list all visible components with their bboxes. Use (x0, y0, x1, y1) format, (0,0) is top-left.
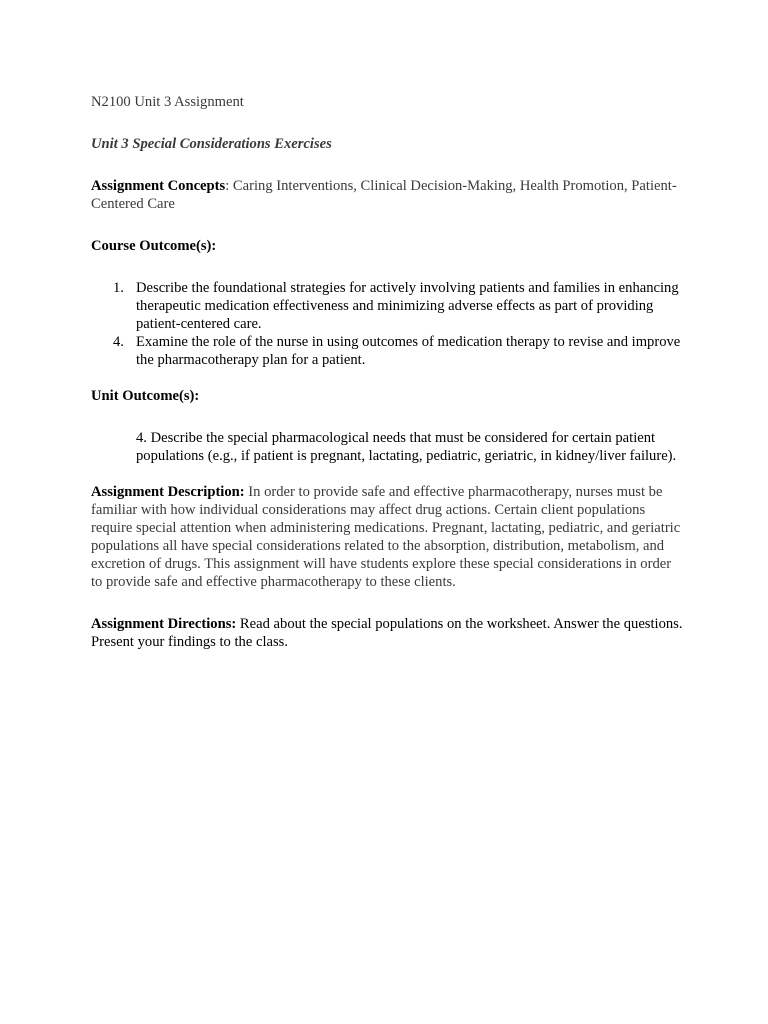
unit-outcomes-heading: Unit Outcome(s): (91, 388, 200, 404)
unit-outcome-item: 4. Describe the special pharmacological needs that must be considered for certain patient populations (e.g., if patient is pregnant, lactating, pediatric, geriatric, in kidney/liver failure). (136, 430, 677, 464)
assignment-directions (91, 615, 683, 651)
document-subtitle: Unit 3 Special Considerations Exercises (91, 136, 332, 152)
document-page (91, 93, 683, 675)
assignment-description-label: Assignment Description: (91, 484, 245, 500)
document-header: N2100 Unit 3 Assignment (91, 94, 244, 110)
assignment-concepts-text: : Caring Interventions, Clinical Decision-Making, Health Promotion, Patient-Centered Care (91, 178, 677, 212)
assignment-description (91, 483, 683, 591)
course-outcome-item (91, 333, 683, 369)
course-outcome-text: Examine the role of the nurse in using outcomes of medication therapy to revise and improve the pharmacotherapy plan for a patient. (136, 334, 681, 368)
assignment-directions-text: Read about the special populations on the worksheet. Answer the questions. Present your findings to the class. (91, 616, 683, 650)
course-outcome-number: 1. (113, 280, 124, 296)
course-outcomes-list (91, 279, 683, 369)
assignment-description-text: In order to provide safe and effective pharmacotherapy, nurses must be familiar with how individual considerations may affect drug actions. Certain client populations require special attention when administering medications. Pregnant, lactating, pediatric, and geriatric populations all have special considerations related to the absorption, distribution, metabolism, and excretion of drugs. This assignment will have students explore these special considerations in order to provide safe and effective pharmacotherapy to these clients. (91, 484, 681, 590)
course-outcome-text: Describe the foundational strategies for actively involving patients and families in enhancing therapeutic medication effectiveness and minimizing adverse effects as part of providing patient-centered care. (136, 280, 679, 332)
assignment-concepts (91, 177, 683, 213)
course-outcomes-heading: Course Outcome(s): (91, 238, 217, 254)
course-outcome-number: 4. (113, 334, 124, 350)
assignment-concepts-label: Assignment Concepts (91, 178, 226, 194)
assignment-directions-label: Assignment Directions: (91, 616, 237, 632)
course-outcome-item (91, 279, 683, 333)
